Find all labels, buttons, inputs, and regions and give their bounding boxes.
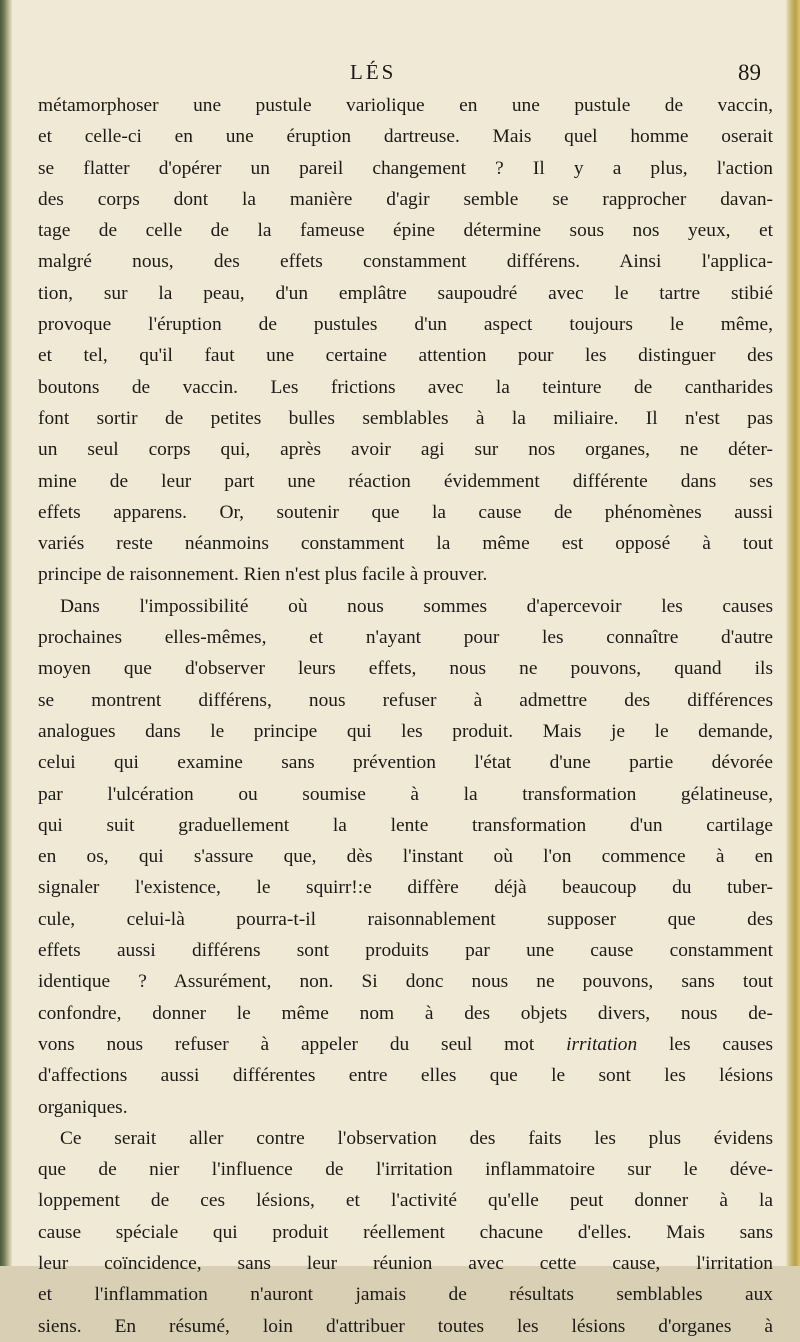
text-line: effets aussi différens sont produits par une cause constamment [38,940,773,962]
text-line: moyen que d'observer leurs effets, nous ne pouvons, quand ils [38,658,773,680]
text-line: malgré nous, des effets constamment différens. Ainsi l'applica- [38,251,773,273]
running-title: LÉS [350,60,397,84]
text-line: et l'inflammation n'auront jamais de résultats semblables aux [38,1284,773,1306]
text-line: cule, celui-là pourra-t-il raisonnablement supposer que des [38,908,773,930]
text-line: provoque l'éruption de pustules d'un aspect toujours le même, [38,314,773,336]
text-line: organiques. [38,1096,128,1118]
page-gutter-left [0,0,12,1266]
text-line: un seul corps qui, après avoir agi sur nos organes, ne déter- [38,439,773,461]
text-line: que de nier l'influence de l'irritation inflammatoire sur le déve- [38,1159,773,1181]
text-line: signaler l'existence, le squirr!:e diffère déjà beaucoup du tuber- [38,877,773,899]
text-segment: les causes [669,1033,773,1055]
text-line: d'affections aussi différentes entre elles que le sont les lésions [38,1065,773,1087]
page-edge-right [786,0,800,1266]
text-line: effets apparens. Or, soutenir que la cause de phénomènes aussi [38,501,773,523]
text-line: et tel, qu'il faut une certaine attention pour les distinguer des [38,345,773,367]
text-line: identique ? Assurément, non. Si donc nous ne pouvons, sans tout [38,971,773,993]
text-line: variés reste néanmoins constamment la même est opposé à tout [38,533,773,555]
text-line: métamorphoser une pustule variolique en une pustule de vaccin, [38,95,773,116]
text-line: qui suit graduellement la lente transformation d'un cartilage [38,814,773,836]
text-line: analogues dans le principe qui les produit. Mais je le demande, [38,720,773,742]
text-line: font sortir de petites bulles semblables à la miliaire. Il n'est pas [38,407,773,429]
text-line: par l'ulcération ou soumise à la transformation gélatineuse, [38,783,773,805]
text-line: en os, qui s'assure que, dès l'instant où l'on commence à en [38,846,773,868]
text-line: confondre, donner le même nom à des objets divers, nous de- [38,1002,773,1024]
text-line: leur coïncidence, sans leur réunion avec cette cause, l'irritation [38,1252,773,1274]
text-line: se montrent différens, nous refuser à admettre des différences [38,689,773,711]
text-line: siens. En résumé, loin d'attribuer toutes les lésions d'organes à [38,1315,773,1337]
body-text [38,90,773,1342]
page-number: 89 [738,60,761,85]
running-header [40,60,780,90]
text-line: Dans l'impossibilité où nous sommes d'apercevoir les causes [60,595,773,617]
italic-term: irritation [566,1033,638,1055]
text-line: des corps dont la manière d'agir semble se rapprocher davan- [38,188,773,210]
text-line: prochaines elles-mêmes, et n'ayant pour les connaître d'autre [38,627,773,649]
text-line: boutons de vaccin. Les frictions avec la teinture de cantharides [38,376,773,398]
text-line-with-italic [38,1029,773,1060]
text-line: principe de raisonnement. Rien n'est plus facile à prouver. [38,564,488,586]
text-line: celui qui examine sans prévention l'état d'une partie dévorée [38,752,773,774]
text-line: Ce serait aller contre l'observation des faits les plus évidens [60,1127,773,1149]
text-line: cause spéciale qui produit réellement chacune d'elles. Mais sans [38,1221,773,1243]
text-line: loppement de ces lésions, et l'activité qu'elle peut donner à la [38,1190,773,1212]
text-segment: vons nous refuser à appeler du seul mot [38,1033,535,1055]
text-line: tion, sur la peau, d'un emplâtre saupoudré avec le tartre stibié [38,282,773,304]
text-line: tage de celle de la fameuse épine détermine sous nos yeux, et [38,220,773,242]
text-line: et celle-ci en une éruption dartreuse. Mais quel homme oserait [38,126,773,148]
text-line: se flatter d'opérer un pareil changement ? Il y a plus, l'action [38,157,773,179]
text-line: mine de leur part une réaction évidemment différente dans ses [38,470,773,492]
